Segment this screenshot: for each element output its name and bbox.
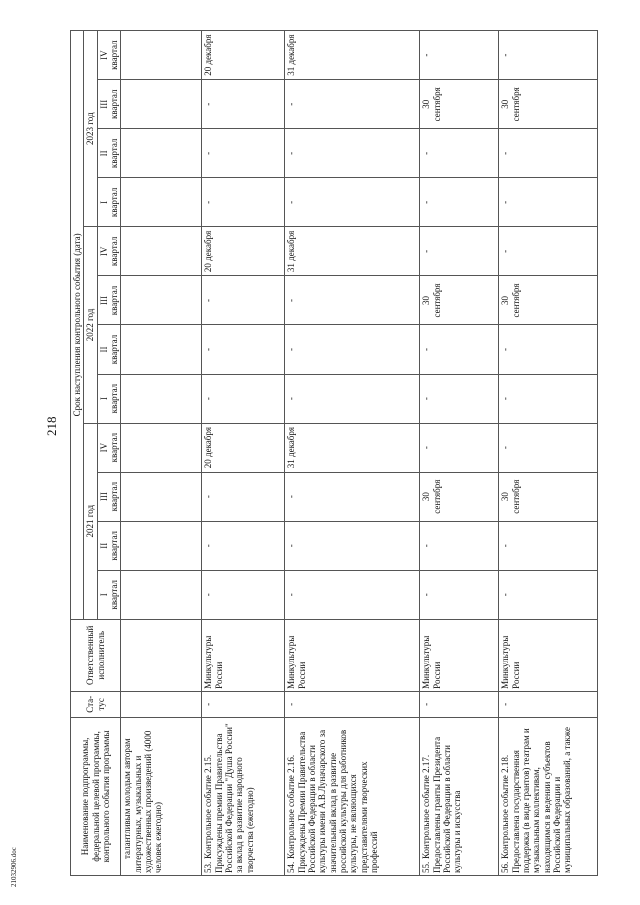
- quarter-date-cell: 31 декабря: [285, 31, 420, 80]
- quarter-date-cell: [121, 521, 202, 570]
- quarter-date-cell: -: [499, 521, 598, 570]
- executor-cell: Минкультуры России: [420, 619, 499, 691]
- event-name: Контрольное событие 2.17. Предоставлены гранты Президента Российской Федерации в области культуры и искусства: [421, 736, 463, 873]
- quarter-date-cell: -: [420, 227, 499, 276]
- header-date-group: Срок наступления контрольного события (дата): [71, 31, 84, 620]
- quarter-date-cell: 20 декабря: [202, 227, 285, 276]
- quarter-word: квартал: [109, 334, 120, 365]
- header-quarter: [97, 325, 121, 374]
- header-executor: Ответственный исполнитель: [71, 619, 121, 691]
- executor-cell: Минкультуры России: [202, 619, 285, 691]
- quarter-date-cell: -: [202, 521, 285, 570]
- header-quarter: [97, 31, 121, 80]
- quarter-date-cell: -: [285, 129, 420, 178]
- header-quarter: [97, 276, 121, 325]
- header-row-1: [71, 31, 84, 876]
- quarter-date-cell: -: [499, 178, 598, 227]
- header-quarter: [97, 521, 121, 570]
- quarter-date-cell: [121, 227, 202, 276]
- header-status: Ста-тус: [71, 691, 121, 717]
- quarter-word: квартал: [109, 236, 120, 267]
- quarter-word: квартал: [109, 285, 120, 316]
- quarter-date-cell: 30 сентября: [420, 472, 499, 521]
- quarter-date-cell: -: [202, 570, 285, 619]
- event-name: талантливым молодым авторам литературных, музыкальных и художественных произведений (4000 человек ежегодно): [122, 730, 164, 873]
- quarter-date-cell: -: [420, 423, 499, 472]
- quarter-roman: II: [98, 346, 109, 353]
- quarter-date-cell: [121, 423, 202, 472]
- row-number: 54.: [286, 861, 297, 873]
- quarter-date-cell: -: [420, 325, 499, 374]
- quarter-date-cell: -: [499, 325, 598, 374]
- quarter-roman: III: [98, 295, 109, 305]
- quarter-date-cell: -: [202, 80, 285, 129]
- quarter-date-cell: -: [285, 570, 420, 619]
- row-number: 55.: [421, 861, 432, 873]
- quarter-date-cell: -: [202, 472, 285, 521]
- control-events-table: [70, 30, 598, 876]
- quarter-date-cell: [121, 129, 202, 178]
- quarter-date-cell: [121, 570, 202, 619]
- quarter-date-cell: -: [202, 129, 285, 178]
- table-row: [121, 31, 202, 876]
- quarter-date-cell: -: [420, 129, 499, 178]
- header-year-2023: 2023 год: [84, 31, 97, 227]
- quarter-date-cell: 30 сентября: [420, 276, 499, 325]
- quarter-date-cell: -: [285, 521, 420, 570]
- quarter-word: квартал: [109, 530, 120, 561]
- quarter-roman: III: [98, 492, 109, 502]
- quarter-date-cell: -: [499, 570, 598, 619]
- quarter-date-cell: -: [285, 276, 420, 325]
- header-quarter: [97, 472, 121, 521]
- quarter-word: квартал: [109, 481, 120, 512]
- table-row: [202, 31, 285, 876]
- quarter-roman: II: [98, 150, 109, 157]
- table-body: [121, 31, 598, 876]
- quarter-date-cell: -: [499, 129, 598, 178]
- quarter-date-cell: 31 декабря: [285, 227, 420, 276]
- event-name-cell: [499, 717, 598, 875]
- status-cell: -: [285, 691, 420, 717]
- quarter-roman: I: [98, 397, 109, 401]
- quarter-date-cell: [121, 276, 202, 325]
- header-quarter: [97, 423, 121, 472]
- quarter-date-cell: [121, 178, 202, 227]
- quarter-date-cell: -: [285, 178, 420, 227]
- event-name: Контрольное событие 2.15. Присуждены премии Правительства Российской Федерации "Душа России" за вклад в развитие народного творчества (ежегодно): [203, 723, 255, 873]
- executor-cell: [121, 619, 202, 691]
- quarter-date-cell: 30 сентября: [499, 472, 598, 521]
- quarter-date-cell: [121, 325, 202, 374]
- quarter-date-cell: [121, 472, 202, 521]
- event-name-cell: [420, 717, 499, 875]
- quarter-date-cell: -: [420, 178, 499, 227]
- table-row: [499, 31, 598, 876]
- quarter-word: квартал: [109, 138, 120, 169]
- header-quarter: [97, 374, 121, 423]
- quarter-date-cell: -: [202, 276, 285, 325]
- quarter-word: квартал: [109, 383, 120, 414]
- quarter-date-cell: 20 декабря: [202, 423, 285, 472]
- quarter-roman: IV: [98, 246, 109, 257]
- quarter-date-cell: -: [285, 374, 420, 423]
- header-quarter: [97, 129, 121, 178]
- quarter-word: квартал: [109, 580, 120, 610]
- quarter-date-cell: -: [202, 178, 285, 227]
- header-quarter: [97, 178, 121, 227]
- status-cell: -: [420, 691, 499, 717]
- status-cell: [121, 691, 202, 717]
- quarter-roman: IV: [98, 50, 109, 60]
- quarter-date-cell: 31 декабря: [285, 423, 420, 472]
- quarter-date-cell: 30 сентября: [499, 276, 598, 325]
- quarter-date-cell: -: [202, 374, 285, 423]
- quarter-roman: II: [98, 542, 109, 549]
- table-row: [420, 31, 499, 876]
- header-name: Наименование подпрограммы, федеральной целевой программы, контрольного события программы: [71, 717, 121, 875]
- status-cell: -: [499, 691, 598, 717]
- header-quarter: [97, 80, 121, 129]
- quarter-date-cell: -: [285, 472, 420, 521]
- header-quarter: [97, 227, 121, 276]
- event-name-cell: [285, 717, 420, 875]
- quarter-date-cell: -: [499, 374, 598, 423]
- event-name-cell: [121, 717, 202, 875]
- quarter-date-cell: -: [499, 423, 598, 472]
- quarter-word: квартал: [109, 187, 120, 218]
- quarter-date-cell: 30 сентября: [499, 80, 598, 129]
- quarter-roman: IV: [98, 442, 109, 453]
- row-number: 56.: [500, 861, 511, 873]
- document-footer: 21032906.doc: [10, 847, 18, 887]
- quarter-roman: I: [98, 593, 109, 597]
- event-name: Контрольное событие 2.18. Предоставлена государственная поддержка (в виде грантов) театрам и музыкальным коллективам, находящимся в ведении субъектов Российской Федерации и муниципальных образований, а также: [500, 727, 573, 873]
- quarter-date-cell: -: [420, 374, 499, 423]
- quarter-date-cell: -: [420, 521, 499, 570]
- quarter-date-cell: -: [202, 325, 285, 374]
- quarter-date-cell: -: [420, 31, 499, 80]
- quarter-date-cell: 30 сентября: [420, 80, 499, 129]
- status-cell: -: [202, 691, 285, 717]
- quarter-word: квартал: [109, 40, 120, 70]
- quarter-date-cell: [121, 31, 202, 80]
- quarter-word: квартал: [109, 89, 120, 120]
- quarter-date-cell: [121, 80, 202, 129]
- event-name: Контрольное событие 2.16. Присуждены Премии Правительства Российской Федерации в области культуры имени А.В.Луначарского за значительный вклад в развитие российской культуры для работников культуры, не являющихся представителями творческих профессий: [286, 729, 380, 873]
- quarter-date-cell: -: [499, 227, 598, 276]
- quarter-word: квартал: [109, 432, 120, 463]
- header-year-2021: 2021 год: [84, 423, 97, 619]
- quarter-date-cell: -: [420, 570, 499, 619]
- header-quarter: [97, 570, 121, 619]
- quarter-date-cell: -: [499, 31, 598, 80]
- header-year-2022: 2022 год: [84, 227, 97, 423]
- row-number: 53.: [203, 861, 214, 873]
- event-name-cell: [202, 717, 285, 875]
- quarter-date-cell: 20 декабря: [202, 31, 285, 80]
- executor-cell: Минкультуры России: [499, 619, 598, 691]
- quarter-roman: I: [98, 200, 109, 204]
- quarter-date-cell: -: [285, 80, 420, 129]
- table-row: [285, 31, 420, 876]
- page-number: 218: [44, 416, 59, 436]
- executor-cell: Минкультуры России: [285, 619, 420, 691]
- rotated-page: [70, 30, 626, 876]
- quarter-date-cell: [121, 374, 202, 423]
- quarter-date-cell: -: [285, 325, 420, 374]
- quarter-roman: III: [98, 99, 109, 109]
